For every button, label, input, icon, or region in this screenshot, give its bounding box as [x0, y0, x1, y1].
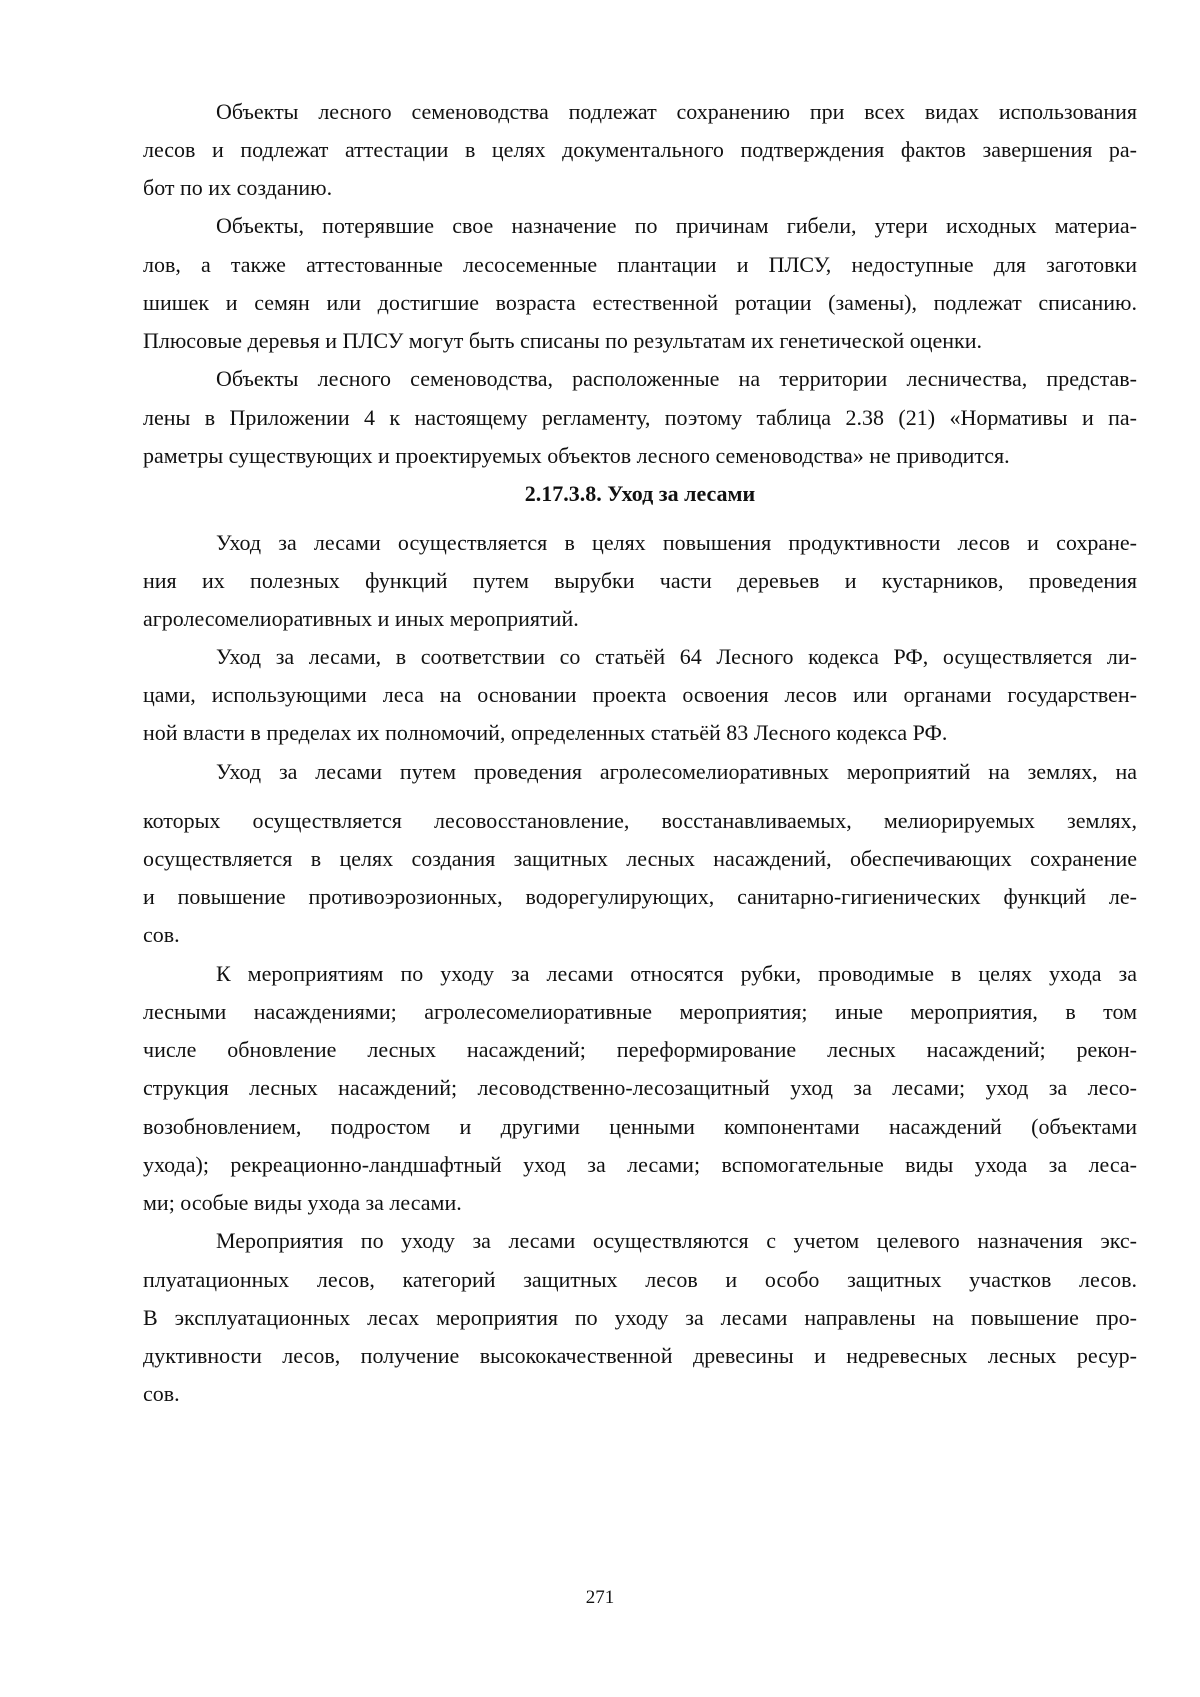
paragraph-8-line-4: дуктивности лесов, получение высококачественной древесины и недревесных лесных ресур- [143, 1343, 1137, 1368]
paragraph-7-line-7: ми; особые виды ухода за лесами. [143, 1190, 462, 1215]
paragraph-8-line-2: плуатационных лесов, категорий защитных лесов и особо защитных участков лесов. [143, 1267, 1137, 1292]
paragraph-5-line-1: Уход за лесами, в соответствии со статьёй 64 Лесного кодекса РФ, осуществляется ли- [216, 644, 1137, 669]
paragraph-2-line-3: шишек и семян или достигшие возраста естественной ротации (замены), подлежат списанию. [143, 290, 1137, 315]
paragraph-6-line-4: и повышение противоэрозионных, водорегулирующих, санитарно-гигиенических функций ле- [143, 884, 1137, 909]
section-heading: 2.17.3.8. Уход за лесами [524, 481, 756, 506]
paragraph-6-line-3: осуществляется в целях создания защитных лесных насаждений, обеспечивающих сохранение [143, 846, 1137, 871]
paragraph-1-line-3: бот по их созданию. [143, 175, 333, 200]
paragraph-3-line-2: лены в Приложении 4 к настоящему регламенту, поэтому таблица 2.38 (21) «Нормативы и па- [143, 405, 1137, 430]
paragraph-1-line-1: Объекты лесного семеноводства подлежат сохранению при всех видах использования [216, 99, 1137, 124]
paragraph-4-line-3: агролесомелиоративных и иных мероприятий. [143, 606, 579, 631]
paragraph-6-line-1: Уход за лесами путем проведения агролесомелиоративных мероприятий на землях, на [216, 759, 1137, 784]
paragraph-4-line-2: ния их полезных функций путем вырубки части деревьев и кустарников, проведения [143, 568, 1137, 593]
paragraph-3-line-3: раметры существующих и проектируемых объектов лесного семеноводства» не приводится. [143, 443, 1010, 468]
paragraph-2-line-2: лов, а также аттестованные лесосеменные плантации и ПЛСУ, недоступные для заготовки [143, 252, 1137, 277]
paragraph-2-line-4: Плюсовые деревья и ПЛСУ могут быть списаны по результатам их генетической оценки. [143, 328, 982, 353]
paragraph-7-line-2: лесными насаждениями; агролесомелиоративные мероприятия; иные мероприятия, в том [143, 999, 1137, 1024]
paragraph-5-line-3: ной власти в пределах их полномочий, определенных статьёй 83 Лесного кодекса РФ. [143, 720, 948, 745]
paragraph-7-line-3: числе обновление лесных насаждений; переформирование лесных насаждений; рекон- [143, 1037, 1137, 1062]
page-number: 271 [585, 1587, 615, 1608]
paragraph-5-line-2: цами, использующими леса на основании проекта освоения лесов или органами государствен- [143, 682, 1137, 707]
paragraph-3-line-1: Объекты лесного семеноводства, расположенные на территории лесничества, представ- [216, 366, 1137, 391]
paragraph-6-line-2: которых осуществляется лесовосстановление, восстанавливаемых, мелиорируемых землях, [143, 808, 1137, 833]
paragraph-7-line-4: струкция лесных насаждений; лесоводственно-лесозащитный уход за лесами; уход за лесо- [143, 1075, 1137, 1100]
paragraph-8-line-1: Мероприятия по уходу за лесами осуществляются с учетом целевого назначения экс- [216, 1228, 1137, 1253]
paragraph-8-line-5: сов. [143, 1381, 180, 1406]
paragraph-6-line-5: сов. [143, 922, 180, 947]
paragraph-7-line-5: возобновлением, подростом и другими ценными компонентами насаждений (объектами [143, 1114, 1137, 1139]
paragraph-1-line-2: лесов и подлежат аттестации в целях документального подтверждения фактов завершения ра- [143, 137, 1137, 162]
paragraph-7-line-6: ухода); рекреационно-ландшафтный уход за лесами; вспомогательные виды ухода за леса- [143, 1152, 1137, 1177]
paragraph-8-line-3: В эксплуатационных лесах мероприятия по уходу за лесами направлены на повышение про- [143, 1305, 1137, 1330]
paragraph-7-line-1: К мероприятиям по уходу за лесами относятся рубки, проводимые в целях ухода за [216, 961, 1137, 986]
paragraph-4-line-1: Уход за лесами осуществляется в целях повышения продуктивности лесов и сохране- [216, 530, 1137, 555]
paragraph-2-line-1: Объекты, потерявшие свое назначение по причинам гибели, утери исходных материа- [216, 213, 1137, 238]
